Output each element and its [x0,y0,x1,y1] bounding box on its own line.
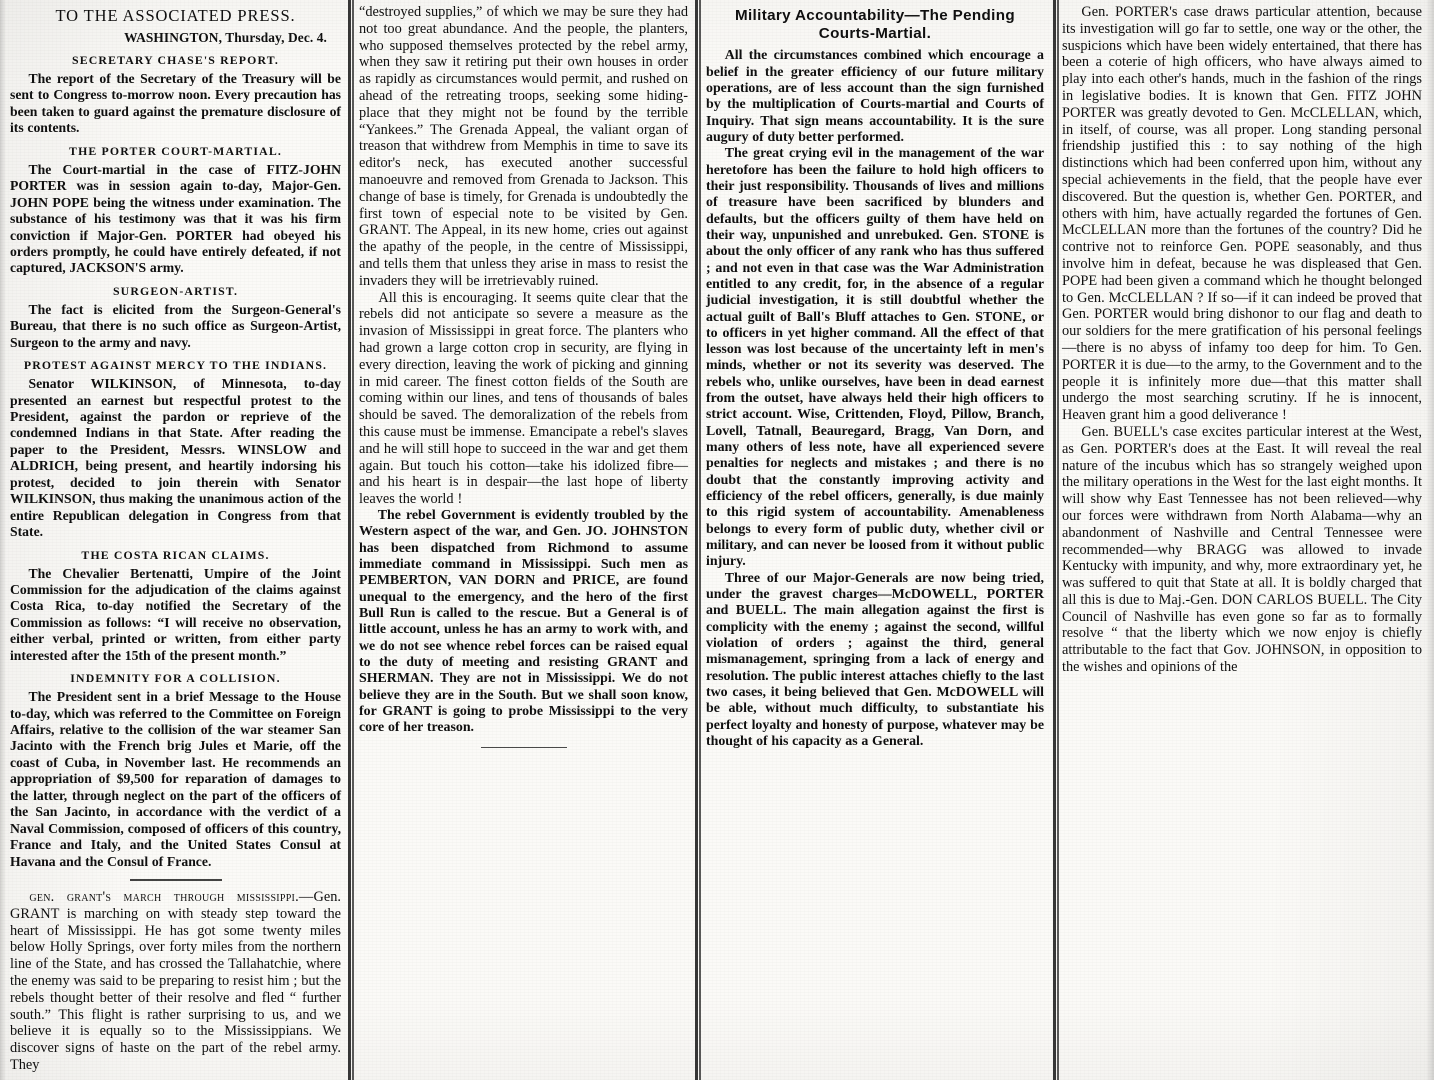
paragraph-surgeon-artist: The fact is elicited from the Surgeon-General's Bureau, that there is no such office as Surgeon-Artist, Surgeon to the army and navy. [10,301,341,350]
paragraph-col4-2: Gen. BUELL's case excites particular interest at the West, as Gen. PORTER's does at the East. It will reveal the real nature of the incubus which has so strangely weighed upon the military operations in the West for the last eight months. It will show why East Tennessee has not been relieved—why our forces were withdrawn from North Alabama—why an abandonment of Nashville and Central Tennessee were recommended—why BRAGG was allowed to invade Kentucky with impunity, and why, more extraordinary yet, he was suffered to quit that State at all. It is boldly charged that all this is due to Maj.-Gen. DON CARLOS BUELL. The City Council of Nashville has even gone so far as to formally resolve “ that the liberty which we now enjoy is chiefly attributable to the fact that Gov. JOHNSON, in opposition to the wishes and opinions of the [1062,423,1422,676]
column-1 [0,0,349,1080]
column1-masthead-headline: TO THE ASSOCIATED PRESS. [55,6,296,25]
section-divider-rule [130,879,222,881]
subhead-secretary-chase: SECRETARY CHASE'S REPORT. [72,53,279,67]
section-porter-court-martial [10,144,341,277]
paragraph-col3-3: Three of our Major-Generals are now being tried, under the gravest charges—McDOWELL, PORTER and BUELL. The main allegation against the first is complicity with the enemy ; against the second, willful violation of orders ; against the third, general mismanagement, springing from a lack of energy and resolution. The public interest attaches chiefly to the last two cases, it being believed that Gen. McDOWELL will be able, without much difficulty, to substantiate his perfect loyalty and honesty of purpose, whatever may be thought of his capacity as a General. [706,570,1044,750]
column-2 [349,0,696,1080]
paragraph-col2-1: “destroyed supplies,” of which we may be sure they had not too great abundance. And the people, the planters, who supposed themselves protected by the rebel army, when they saw it retiring put their own houses in order as rapidly as circumstances would permit, and rushed on ahead of the retreating troops, seeking some hiding-place that they might not be found by the terrible “Yankees.” The Grenada Appeal, the valiant organ of treason that withdrew from Memphis in time to save its editor's neck, has executed another successful manoeuvre and removed from Grenada to Jackson. This change of base is timely, for Grenada is undoubtedly the first town of especial note to be visited by Gen. GRANT. The Appeal, in its new home, cries out against the apathy of the people, in the centre of Mississippi, and tells them that unless they arise in mass to resist the invaders they will be irretrievably ruined. [359,4,688,289]
subhead-costa-rican-claims: THE COSTA RICAN CLAIMS. [81,547,270,562]
subhead-protest-indians: PROTEST AGAINST MERCY TO THE INDIANS. [23,358,328,373]
section-indemnity-collision [10,671,341,870]
column1-dateline: WASHINGTON, Thursday, Dec. 4. [124,30,327,45]
subhead-indemnity-collision: INDEMNITY FOR A COLLISION. [70,671,281,686]
section-costa-rican-claims [10,548,341,665]
column-4 [1052,0,1434,1080]
paragraph-costa-rican-claims: The Chevalier Bertenatti, Umpire of the Joint Commission for the adjudication of the claims against Costa Rica, to-day notified the Secretary of the Commission as follows: “I will receive no observation, either verbal, printed or written, from either party interested after the 15th of the present month.” [10,565,341,663]
paragraph-grant-march [10,889,341,1074]
paragraph-col2-3: The rebel Government is evidently troubled by the Western aspect of the war, and Gen. JO. JOHNSTON has been dispatched from Richmond to assume immediate command in Mississippi. Such men as PEMBERTON, VAN DORN and PRICE, are found unequal to the emergency, and the hero of the first Bull Run is called to the rescue. But a General is of little account, unless he has an army to work with, and we do not see whence rebel forces can be raised equal to the duty of meeting and resisting GRANT and SHERMAN. They are not in Mississippi. We do not believe they are in the South. But we shall soon know, for GRANT is going to probe Mississippi to the very core of her treason. [359,507,688,736]
paragraph-indemnity-collision: The President sent in a brief Message to the House to-day, which was referred to the Committee on Foreign Affairs, relative to the collision of the war steamer San Jacinto with the French brig Jules et Marie, off the coast of Cuba, in November last. He recommends an appropriation of $9,500 for reparation of damages to the latter, through neglect on the part of the officers of the San Jacinto, in accordance with the verdict of a Naval Commission, composed of officers of this country, France and Italy, and the United States Consul at Havana and the Consul of France. [10,689,341,869]
paragraph-secretary-chase: The report of the Secretary of the Treasury will be sent to Congress to-morrow noon. Every precaution has been taken to guard against the premature disclosure of its contents. [10,71,341,136]
section-protest-indians [10,358,341,540]
paragraph-col3-2: The great crying evil in the management of the war heretofore has been the failure to hold high officers to their just responsibility. Thousands of lives and millions of treasure have been sacrificed by blunders and defaults, but the officers guilty of them have held on their way, unpunished and unrebuked. Gen. STONE is about the only officer of any rank who has thus suffered ; and not even in that case was the War Administration entitled to any credit, for, in the absence of a regular judicial investigation, it is still doubtful whether the actual guilt of Ball's Bluff attaches to Gen. STONE, or to officers in yet higher command. All the effect of that lesson was lost because of the uncertainty left in men's minds, whether or not its severity was deserved. The rebels who, unlike ourselves, have been in dead earnest from the outset, have always held their high officers to strict account. Wise, Crittenden, Floyd, Pillow, Branch, Lovell, Tatnall, Beauregard, Bragg, Van Dorn, and many others of less note, have all experienced severe penalties for neglects and mistakes ; and there is no doubt that the constantly improving activity and efficiency of the rebel officers, generally, is due mainly to this rigid system of accountability. Amenableness belongs to every form of public duty, whether civil or military, and can never be loosed from it without public injury. [706,146,1044,570]
grant-march-text: Gen. GRANT is marching on with steady step toward the heart of Mississippi. He has got some twenty miles below Holly Springs, over forty miles from the northern line of the State, and has crossed the Tallahatchie, where the enemy was said to be preparing to resist him ; but the rebels thought better of their resolve and fled “ further south.” This flight is rather surprising to us, and we believe it is equally so to the Mississippians. We discover signs of haste on the part of the rebel army. They [10,888,341,1073]
section-secretary-chase [10,53,341,137]
column-3 [696,0,1052,1080]
paragraph-col4-1: Gen. PORTER's case draws particular attention, because its investigation will go far to settle, one way or the other, the suspicions which have been widely entertained, that there has been a coterie of high officers, who have always aimed to play into each other's hands, much in the fashion of the rings in legislative bodies. It is known that Gen. FITZ JOHN PORTER was greatly devoted to Gen. McCLELLAN, which, in itself, of course, was all proper. Long standing personal friendship justified this : to say nothing of the high distinctions which had been conferred upon him, without any special achievements in the field, that the people have ever discovered. But the question is, whether Gen. PORTER, and others with him, have actually regarded the fortunes of Gen. McCLELLAN more than the fortunes of the country? Did he contrive not to reinforce Gen. POPE seasonably, and thus involve him in defeat, because he was displeased that Gen. POPE had been given a command which he thought belonged to Gen. McCLELLAN ? If so—if it can indeed be proved that Gen. PORTER would bring dishonor to our flag and death to our soldiers for the mere gratification of his personal feelings—there is no abyss of infamy too deep for him. To Gen. PORTER it is due—to the army, to the Government and to the people it is infinitely more due—that this matter shall undergo the most searching scrutiny. If he is innocent, Heaven grant him a good deliverance ! [1062,4,1422,424]
grant-march-lead-in: gen. grant's march through mississippi.— [29,888,314,905]
section-surgeon-artist [10,284,341,351]
article-headline-military-accountability: Military Accountability—The Pending Courts-Martial. [734,7,1016,42]
paragraph-porter-court-martial: The Court-martial in the case of FITZ-JOHN PORTER was in session again to-day, Major-Gen. JOHN POPE being the witness under examination. The substance of his testimony was that it was his firm conviction if Major-Gen. PORTER had obeyed his orders promptly, he could have entirely defeated, if not captured, JACKSON'S army. [10,161,341,276]
column2-bottom-rule [481,747,567,748]
paragraph-protest-indians: Senator WILKINSON, of Minnesota, to-day presented an earnest but respectful protest to the President, against the pardon or reprieve of the condemned Indians in that State. After reading the paper to the President, Messrs. WINSLOW and ALDRICH, being present, and heartily indorsing his protest, decided to join therein with Senator WILKINSON, thus making the unanimous action of the entire Republican delegation in Congress from that State. [10,376,341,540]
section-grant-march [10,889,341,1074]
paragraph-col2-2: All this is encouraging. It seems quite clear that the rebels did not anticipate so severe a measure as the invasion of Mississippi in great force. The planters who had grown a large cotton crop in security, are flying in every direction, leaving the work of picking and ginning in mid career. The finest cotton fields of the South are coming within our lines, and tens of thousands of bales should be saved. The demoralization of the rebels from this cause must be immense. Emancipate a rebel's slaves and he will still hope to succeed in the war and get them again. But touch his cotton—take his idolized fibre—and his heart is in despair—the last hope of liberty leaves the world ! [359,289,688,508]
subhead-porter-court-martial: THE PORTER COURT-MARTIAL. [69,143,282,158]
paragraph-col3-1: All the circumstances combined which encourage a belief in the greater efficiency of our future military operations, are of less account than the sign furnished by the multiplication of Courts-martial and Courts of Inquiry. That sign means accountability. It is the sure augury of duty better performed. [706,48,1044,145]
subhead-surgeon-artist: SURGEON-ARTIST. [112,283,239,298]
